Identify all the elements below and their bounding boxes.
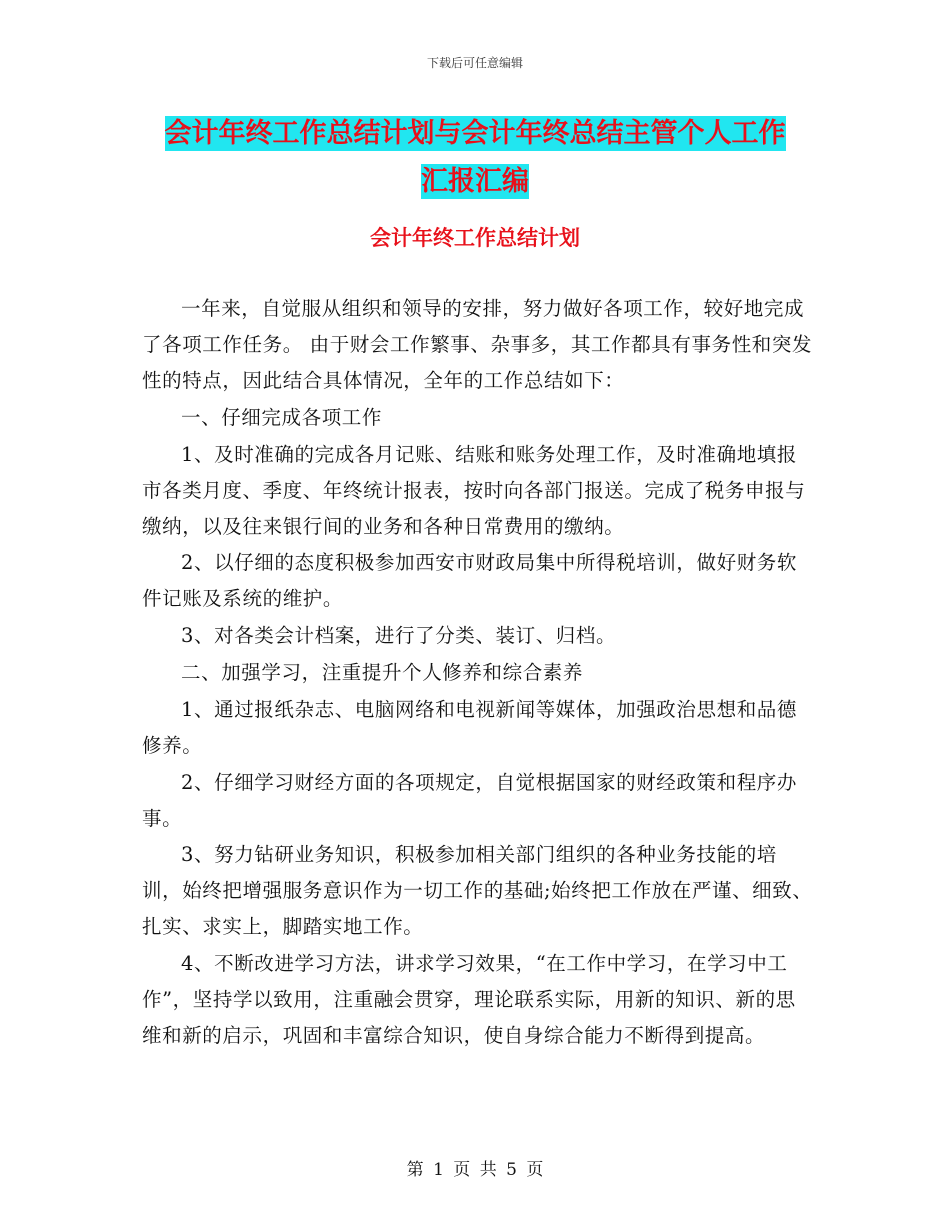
document-title-line-2: 汇报汇编 — [421, 166, 529, 197]
paragraph: 4、不断改进学习方法，讲求学习效果，“在工作中学习，在学习中工作”，坚持学以致用，注重融会贯穿，理论联系实际，用新的知识、新的思维和新的启示，巩固和丰富综合知识，使自身综合能力不断得到提高。 — [142, 952, 796, 1048]
paragraph: 1、及时准确的完成各月记账、结账和账务处理工作，及时准确地填报市各类月度、季度、年终统计报表，按时向各部门报送。完成了税务申报与缴纳，以及往来银行间的业务和各种日常费用的缴纳。 — [142, 442, 806, 538]
paragraph: 1、通过报纸杂志、电脑网络和电视新闻等媒体，加强政治思想和品德修养。 — [142, 697, 798, 757]
paragraph: 一年来，自觉服从组织和领导的安排，努力做好各项工作，较好地完成了各项工作任务。 由于财会工作繁事、杂事多，其工作都具有事务性和突发性的特点，因此结合具体情况，全年的工作总结如下： — [142, 297, 813, 392]
document-body — [142, 291, 814, 1055]
paragraph: 二、加强学习，注重提升个人修养和综合素养 — [181, 660, 584, 684]
paragraph: 3、努力钻研业务知识，积极参加相关部门组织的各种业务技能的培训，始终把增强服务意识作为一切工作的基础;始终把工作放在严谨、细致、扎实、求实上，脚踏实地工作。 — [142, 843, 813, 939]
page-footer: 第 1 页 共 5 页 — [406, 1160, 544, 1180]
paragraph: 一、仔细完成各项工作 — [181, 405, 383, 429]
paragraph: 2、以仔细的态度积极参加西安市财政局集中所得税培训，做好财务软件记账及系统的维护。 — [142, 551, 798, 611]
paragraph: 3、对各类会计档案，进行了分类、装订、归档。 — [181, 624, 617, 648]
section-title: 会计年终工作总结计划 — [370, 226, 580, 250]
header-note: 下载后可任意编辑 — [426, 56, 523, 70]
document-title-line-1: 会计年终工作总结计划与会计年终总结主管个人工作 — [164, 118, 786, 149]
document-title — [140, 110, 810, 206]
paragraph: 2、仔细学习财经方面的各项规定，自觉根据国家的财经政策和程序办事。 — [142, 770, 798, 830]
